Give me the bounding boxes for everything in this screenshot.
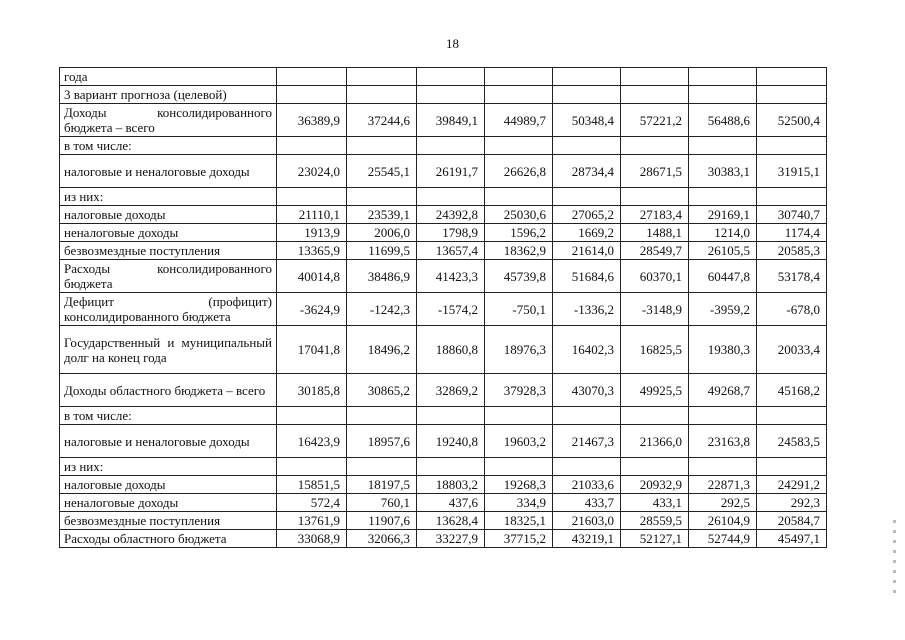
value-cell bbox=[553, 86, 621, 104]
table-row bbox=[60, 407, 827, 425]
value-cell: 56488,6 bbox=[689, 104, 757, 137]
value-cell: 25545,1 bbox=[347, 155, 417, 188]
value-cell bbox=[689, 137, 757, 155]
table-row bbox=[60, 104, 827, 137]
row-label: неналоговые доходы bbox=[60, 494, 277, 512]
value-cell: 44989,7 bbox=[485, 104, 553, 137]
value-cell: 52127,1 bbox=[621, 530, 689, 548]
value-cell: 572,4 bbox=[277, 494, 347, 512]
value-cell: 26191,7 bbox=[417, 155, 485, 188]
row-label: из них: bbox=[60, 188, 277, 206]
value-cell: 18197,5 bbox=[347, 476, 417, 494]
row-label: Доходы областного бюджета – всего bbox=[60, 374, 277, 407]
value-cell bbox=[485, 458, 553, 476]
value-cell: 760,1 bbox=[347, 494, 417, 512]
row-label: в том числе: bbox=[60, 137, 277, 155]
value-cell: 334,9 bbox=[485, 494, 553, 512]
value-cell bbox=[553, 188, 621, 206]
row-label: года bbox=[60, 68, 277, 86]
value-cell bbox=[485, 407, 553, 425]
value-cell: 21603,0 bbox=[553, 512, 621, 530]
value-cell: 292,3 bbox=[757, 494, 827, 512]
value-cell bbox=[757, 68, 827, 86]
value-cell bbox=[553, 137, 621, 155]
margin-marks bbox=[893, 520, 897, 600]
value-cell: -1336,2 bbox=[553, 293, 621, 326]
value-cell bbox=[277, 86, 347, 104]
value-cell bbox=[277, 68, 347, 86]
value-cell: 52744,9 bbox=[689, 530, 757, 548]
value-cell: 2006,0 bbox=[347, 224, 417, 242]
row-label: налоговые и неналоговые доходы bbox=[60, 155, 277, 188]
row-label: 3 вариант прогноза (целевой) bbox=[60, 86, 277, 104]
value-cell: 20932,9 bbox=[621, 476, 689, 494]
value-cell: 37244,6 bbox=[347, 104, 417, 137]
value-cell bbox=[277, 458, 347, 476]
value-cell bbox=[553, 407, 621, 425]
value-cell: 18957,6 bbox=[347, 425, 417, 458]
value-cell: 18976,3 bbox=[485, 326, 553, 374]
value-cell: 30383,1 bbox=[689, 155, 757, 188]
value-cell: 45497,1 bbox=[757, 530, 827, 548]
value-cell: -678,0 bbox=[757, 293, 827, 326]
table-row bbox=[60, 224, 827, 242]
value-cell: 22871,3 bbox=[689, 476, 757, 494]
value-cell: 49925,5 bbox=[621, 374, 689, 407]
value-cell: 39849,1 bbox=[417, 104, 485, 137]
row-label: безвозмездные поступления bbox=[60, 242, 277, 260]
value-cell: 28549,7 bbox=[621, 242, 689, 260]
value-cell: 51684,6 bbox=[553, 260, 621, 293]
value-cell: 13657,4 bbox=[417, 242, 485, 260]
value-cell bbox=[347, 86, 417, 104]
value-cell: 433,7 bbox=[553, 494, 621, 512]
value-cell: 52500,4 bbox=[757, 104, 827, 137]
value-cell: 16402,3 bbox=[553, 326, 621, 374]
table-row bbox=[60, 512, 827, 530]
value-cell: 33068,9 bbox=[277, 530, 347, 548]
value-cell bbox=[347, 137, 417, 155]
value-cell bbox=[277, 407, 347, 425]
value-cell: 28559,5 bbox=[621, 512, 689, 530]
value-cell: 1596,2 bbox=[485, 224, 553, 242]
row-label: Государственный и муниципальный долг на конец года bbox=[60, 326, 277, 374]
value-cell: 19240,8 bbox=[417, 425, 485, 458]
table-row bbox=[60, 458, 827, 476]
row-label: из них: bbox=[60, 458, 277, 476]
table-row bbox=[60, 374, 827, 407]
row-label: налоговые и неналоговые доходы bbox=[60, 425, 277, 458]
value-cell bbox=[485, 188, 553, 206]
value-cell: 19603,2 bbox=[485, 425, 553, 458]
value-cell bbox=[621, 68, 689, 86]
row-label: налоговые доходы bbox=[60, 206, 277, 224]
row-label: Доходы консолидированного бюджета – всего bbox=[60, 104, 277, 137]
table-row bbox=[60, 425, 827, 458]
value-cell bbox=[347, 407, 417, 425]
value-cell bbox=[621, 407, 689, 425]
value-cell: 43219,1 bbox=[553, 530, 621, 548]
value-cell bbox=[621, 86, 689, 104]
value-cell: 21366,0 bbox=[621, 425, 689, 458]
value-cell: 38486,9 bbox=[347, 260, 417, 293]
value-cell: 27065,2 bbox=[553, 206, 621, 224]
value-cell: 13628,4 bbox=[417, 512, 485, 530]
table-row bbox=[60, 188, 827, 206]
row-label: Расходы консолидированного бюджета bbox=[60, 260, 277, 293]
value-cell: 19268,3 bbox=[485, 476, 553, 494]
value-cell: 30865,2 bbox=[347, 374, 417, 407]
value-cell: 23024,0 bbox=[277, 155, 347, 188]
value-cell: 60370,1 bbox=[621, 260, 689, 293]
value-cell bbox=[757, 86, 827, 104]
table-row bbox=[60, 86, 827, 104]
value-cell bbox=[277, 137, 347, 155]
value-cell: 292,5 bbox=[689, 494, 757, 512]
value-cell: 16423,9 bbox=[277, 425, 347, 458]
row-label: безвозмездные поступления bbox=[60, 512, 277, 530]
value-cell: 18496,2 bbox=[347, 326, 417, 374]
value-cell bbox=[485, 68, 553, 86]
value-cell: 16825,5 bbox=[621, 326, 689, 374]
table-row bbox=[60, 293, 827, 326]
value-cell bbox=[347, 68, 417, 86]
value-cell: -3624,9 bbox=[277, 293, 347, 326]
value-cell: 53178,4 bbox=[757, 260, 827, 293]
value-cell: 33227,9 bbox=[417, 530, 485, 548]
value-cell bbox=[417, 407, 485, 425]
table-row bbox=[60, 326, 827, 374]
value-cell bbox=[621, 458, 689, 476]
row-label: налоговые доходы bbox=[60, 476, 277, 494]
value-cell: -1574,2 bbox=[417, 293, 485, 326]
value-cell: 18362,9 bbox=[485, 242, 553, 260]
value-cell bbox=[277, 188, 347, 206]
value-cell: 21110,1 bbox=[277, 206, 347, 224]
value-cell: 37928,3 bbox=[485, 374, 553, 407]
value-cell bbox=[417, 188, 485, 206]
value-cell bbox=[553, 458, 621, 476]
table-row bbox=[60, 155, 827, 188]
value-cell: 45168,2 bbox=[757, 374, 827, 407]
value-cell: 50348,4 bbox=[553, 104, 621, 137]
row-label: Дефицит (профицит) консолидированного бюджета bbox=[60, 293, 277, 326]
table-row bbox=[60, 476, 827, 494]
table-row bbox=[60, 260, 827, 293]
value-cell: 1214,0 bbox=[689, 224, 757, 242]
value-cell: -3148,9 bbox=[621, 293, 689, 326]
value-cell: 43070,3 bbox=[553, 374, 621, 407]
value-cell: 20033,4 bbox=[757, 326, 827, 374]
value-cell: 25030,6 bbox=[485, 206, 553, 224]
value-cell: 19380,3 bbox=[689, 326, 757, 374]
value-cell bbox=[347, 188, 417, 206]
value-cell: 24583,5 bbox=[757, 425, 827, 458]
value-cell bbox=[417, 68, 485, 86]
value-cell: 27183,4 bbox=[621, 206, 689, 224]
value-cell: 32869,2 bbox=[417, 374, 485, 407]
value-cell bbox=[485, 137, 553, 155]
value-cell: 20584,7 bbox=[757, 512, 827, 530]
value-cell: 29169,1 bbox=[689, 206, 757, 224]
value-cell: 26104,9 bbox=[689, 512, 757, 530]
value-cell bbox=[757, 137, 827, 155]
value-cell bbox=[621, 188, 689, 206]
value-cell bbox=[417, 137, 485, 155]
value-cell: 18803,2 bbox=[417, 476, 485, 494]
value-cell: 1174,4 bbox=[757, 224, 827, 242]
value-cell: 24392,8 bbox=[417, 206, 485, 224]
value-cell bbox=[757, 188, 827, 206]
table-row bbox=[60, 206, 827, 224]
value-cell: -750,1 bbox=[485, 293, 553, 326]
value-cell: 1913,9 bbox=[277, 224, 347, 242]
value-cell: 32066,3 bbox=[347, 530, 417, 548]
value-cell: 13365,9 bbox=[277, 242, 347, 260]
value-cell bbox=[485, 86, 553, 104]
value-cell: 11699,5 bbox=[347, 242, 417, 260]
value-cell bbox=[689, 407, 757, 425]
value-cell: 31915,1 bbox=[757, 155, 827, 188]
value-cell: 1669,2 bbox=[553, 224, 621, 242]
value-cell: 1798,9 bbox=[417, 224, 485, 242]
page-number: 18 bbox=[446, 36, 459, 51]
value-cell bbox=[689, 458, 757, 476]
value-cell: 49268,7 bbox=[689, 374, 757, 407]
budget-forecast-table bbox=[59, 67, 827, 548]
value-cell: 437,6 bbox=[417, 494, 485, 512]
value-cell: 1488,1 bbox=[621, 224, 689, 242]
value-cell: 28734,4 bbox=[553, 155, 621, 188]
value-cell bbox=[757, 407, 827, 425]
value-cell: 18325,1 bbox=[485, 512, 553, 530]
value-cell: 18860,8 bbox=[417, 326, 485, 374]
value-cell: 21033,6 bbox=[553, 476, 621, 494]
value-cell: 433,1 bbox=[621, 494, 689, 512]
value-cell bbox=[621, 137, 689, 155]
value-cell bbox=[553, 68, 621, 86]
value-cell bbox=[757, 458, 827, 476]
table-row bbox=[60, 530, 827, 548]
value-cell: 21614,0 bbox=[553, 242, 621, 260]
value-cell: 30185,8 bbox=[277, 374, 347, 407]
value-cell: 15851,5 bbox=[277, 476, 347, 494]
row-label: Расходы областного бюджета bbox=[60, 530, 277, 548]
value-cell: -3959,2 bbox=[689, 293, 757, 326]
value-cell: 26626,8 bbox=[485, 155, 553, 188]
value-cell: 23539,1 bbox=[347, 206, 417, 224]
table-row bbox=[60, 494, 827, 512]
value-cell bbox=[689, 188, 757, 206]
value-cell: 13761,9 bbox=[277, 512, 347, 530]
value-cell: 40014,8 bbox=[277, 260, 347, 293]
value-cell: -1242,3 bbox=[347, 293, 417, 326]
row-label: в том числе: bbox=[60, 407, 277, 425]
row-label: неналоговые доходы bbox=[60, 224, 277, 242]
value-cell: 60447,8 bbox=[689, 260, 757, 293]
value-cell bbox=[417, 86, 485, 104]
value-cell: 21467,3 bbox=[553, 425, 621, 458]
value-cell: 11907,6 bbox=[347, 512, 417, 530]
value-cell: 28671,5 bbox=[621, 155, 689, 188]
value-cell: 36389,9 bbox=[277, 104, 347, 137]
value-cell: 45739,8 bbox=[485, 260, 553, 293]
value-cell: 17041,8 bbox=[277, 326, 347, 374]
value-cell bbox=[689, 68, 757, 86]
value-cell bbox=[347, 458, 417, 476]
table-row bbox=[60, 137, 827, 155]
table-body bbox=[60, 68, 827, 548]
table-row bbox=[60, 242, 827, 260]
value-cell: 23163,8 bbox=[689, 425, 757, 458]
value-cell bbox=[417, 458, 485, 476]
value-cell: 26105,5 bbox=[689, 242, 757, 260]
value-cell: 20585,3 bbox=[757, 242, 827, 260]
value-cell bbox=[689, 86, 757, 104]
value-cell: 41423,3 bbox=[417, 260, 485, 293]
table-row bbox=[60, 68, 827, 86]
value-cell: 30740,7 bbox=[757, 206, 827, 224]
value-cell: 37715,2 bbox=[485, 530, 553, 548]
value-cell: 24291,2 bbox=[757, 476, 827, 494]
value-cell: 57221,2 bbox=[621, 104, 689, 137]
